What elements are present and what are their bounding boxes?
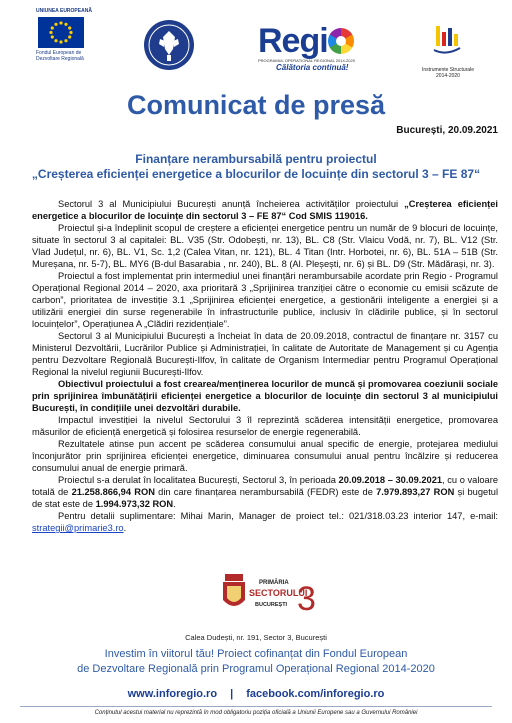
disclaimer: Conținutul acestui material nu reprezintă în mod obligatoriu poziția oficială a Uniunii Europene sau a Guvernului României (94, 710, 418, 716)
paragraph-2: Proiectul și-a îndeplinit scopul de creștere a eficienței energetice pentru un număr de 9 blocuri de locuințe, situate în sectorul 3 al capitalei: BL. V35 (Str. Odobești, nr. 13), BL. C8 (Str. Vlaicu Vodă, nr. 7), BL. V12 (Str. Vlad Județul, nr. 6), BL. V1, Sc. 1,2 (Calea Vitan, nr. 121), BL. 4 Titan (Intr. Horbotei, nr. 6), BL. 51A – 51B (Str. Mureșana, nr. 5-7), BL. MY6 (B-dul Basarabia , nr. 240), BL. 8 (Al. Pleșești, nr. 6) și BL. D9 (Str. Mădărași, nr. 3). (32, 223, 498, 269)
paragraph-8 (32, 474, 498, 510)
is-line2: 2014-2020 (436, 73, 460, 79)
p8-text-c: din care finanțarea nerambursabilă (FEDR) este de (154, 487, 377, 497)
eu-logo (36, 8, 104, 62)
regio-word-a: Reg (258, 22, 320, 60)
p5-objective: Obiectivul proiectului a fost crearea/menținerea locurilor de muncă și promovarea coeziunii sociale prin sprijinirea îmbunătățirii eficienței energetice a blocurilor de locuințe din sectorul 3 al municipiului București, în condițiile unei dezvoltări durabile. (32, 379, 498, 413)
footer-divider (20, 706, 492, 707)
s3-sectorului: SECTORULUI (249, 588, 308, 598)
eu-flag-icon (38, 17, 84, 48)
contact-email-link[interactable]: strategii@primarie3.ro (32, 523, 124, 533)
structural-instruments-logo (418, 22, 478, 79)
p8-state-budget: 1.994.973,32 RON (95, 499, 174, 509)
p9-text-end: . (123, 523, 127, 533)
eu-label: UNIUNEA EUROPEANĂ (36, 8, 92, 14)
p8-text-a: Proiectul s-a derulat în localitatea București, Sectorul 3, în perioada (58, 475, 339, 485)
paragraph-5 (32, 378, 498, 414)
eu-fund-line1: Fondul European de (36, 50, 82, 56)
paragraph-3: Proiectul a fost implementat prin intermediul unei finanțări nerambursabile acordate prin Regio - Programul Operațional Regional 2014 – 2020, axa prioritară 3 „Sprijinirea tranziției către o economie cu emisii scăzute de carbon”, prioritatea de investiție 3.1 „Sprijinirea eficienței energetice, a gestionării inteligente a energiei și a utilizării energiei din surse regenerabile în infrastructurile publice, inclusiv în clădirile publice, și în sectorul locuințelor”, Operațiunea A „Clădiri rezidențiale”. (32, 271, 498, 329)
invest-line2: de Dezvoltare Regională prin Programul Operațional Regional 2014-2020 (77, 663, 435, 675)
invest-message (0, 647, 512, 677)
regio-word-b: i (319, 22, 328, 60)
inforegio-website-link[interactable]: www.inforegio.ro (127, 688, 218, 700)
is-line1: Instrumente Structurale (422, 67, 474, 73)
regio-slogan: Călătoria continuă! (276, 63, 349, 72)
p1-project-name: „Creșterea eficienței energetice a blocurilor de locuințe din sectorul 3 – FE 87“ Cod SMIS 119016. (32, 199, 498, 221)
p8-text-e: . (173, 499, 176, 509)
eu-fund-line2: Dezvoltare Regională (36, 56, 84, 62)
paragraph-7: Rezultatele atinse pun accent pe scăderea consumului anual specific de energie, protejarea mediului înconjurător prin sprijinirea eficienței energetice, diminuarea consumului anual pentru încălzire și reducerea consumului anual de energie primară. (32, 439, 498, 473)
s3-number: 3 (297, 580, 315, 618)
sector3-crest-icon (223, 574, 245, 606)
regio-tagline: PROGRAMUL OPERAȚIONAL REGIONAL 2014-2020 (258, 58, 355, 63)
invest-line1: Investim în viitorul tău! Proiect cofinanțat din Fondul European (104, 648, 408, 660)
page-title: Comunicat de presă (126, 90, 386, 120)
government-seal-icon (143, 19, 195, 71)
s3-primaria: PRIMĂRIA (259, 580, 289, 586)
regio-logo (258, 24, 358, 72)
press-release-body (32, 198, 498, 534)
p8-text-d: și bugetul de stat este de (32, 487, 499, 509)
regio-o-icon (328, 28, 354, 54)
paragraph-9 (32, 510, 498, 534)
paragraph-4: Sectorul 3 al Municipiului București a încheiat în data de 20.09.2018, contractul de finanțare nr. 3157 cu Ministerul Dezvoltării, Lucrărilor Publice și Administrației, în calitate de Autoritate de Management și cu Agenția pentru Dezvoltare Regională București-Ilfov, în calitate de Organism Intermediar pentru Programul Operațional Regional la nivelul regiunii București-Ilfov. (32, 331, 498, 377)
p8-total-value: 21.258.866,94 RON (71, 487, 155, 497)
subtitle-line2: „Creșterea eficienței energetice a blocurilor de locuințe din sectorul 3 – FE 87“ (31, 167, 481, 181)
web-separator: | (230, 688, 234, 700)
dateline: București, 20.09.2021 (396, 125, 498, 136)
p8-text-b: , cu o valoare totală de (32, 475, 498, 497)
p8-period: 20.09.2018 – 30.09.2021 (338, 475, 443, 485)
web-links (0, 688, 512, 700)
structural-instruments-icon (426, 22, 466, 62)
s3-bucuresti: BUCUREȘTI (255, 602, 288, 608)
p1-text: Sectorul 3 al Municipiului București anunță încheierea activităților proiectului (58, 199, 405, 209)
paragraph-1 (32, 198, 498, 222)
p9-text: Pentru detalii suplimentare: Mihai Marin, Manager de proiect tel.: 021/318.03.23 interior 147, e-mail: (58, 511, 498, 521)
sector3-logo (215, 570, 315, 620)
subtitle-line1: Finanțare nerambursabilă pentru proiectul (135, 152, 377, 166)
address: Calea Dudești, nr. 191, Sector 3, București (185, 633, 327, 642)
paragraph-6: Impactul investiției la nivelul Sectorului 3 îl reprezintă scăderea intensității energetice, promovarea măsurilor de eficiență energetică și folosirea resurselor de energie regenerabilă. (32, 415, 498, 437)
facebook-link[interactable]: facebook.com/inforegio.ro (246, 688, 385, 700)
subtitle (20, 152, 492, 182)
p8-fedr-value: 7.979.893,27 RON (376, 487, 455, 497)
